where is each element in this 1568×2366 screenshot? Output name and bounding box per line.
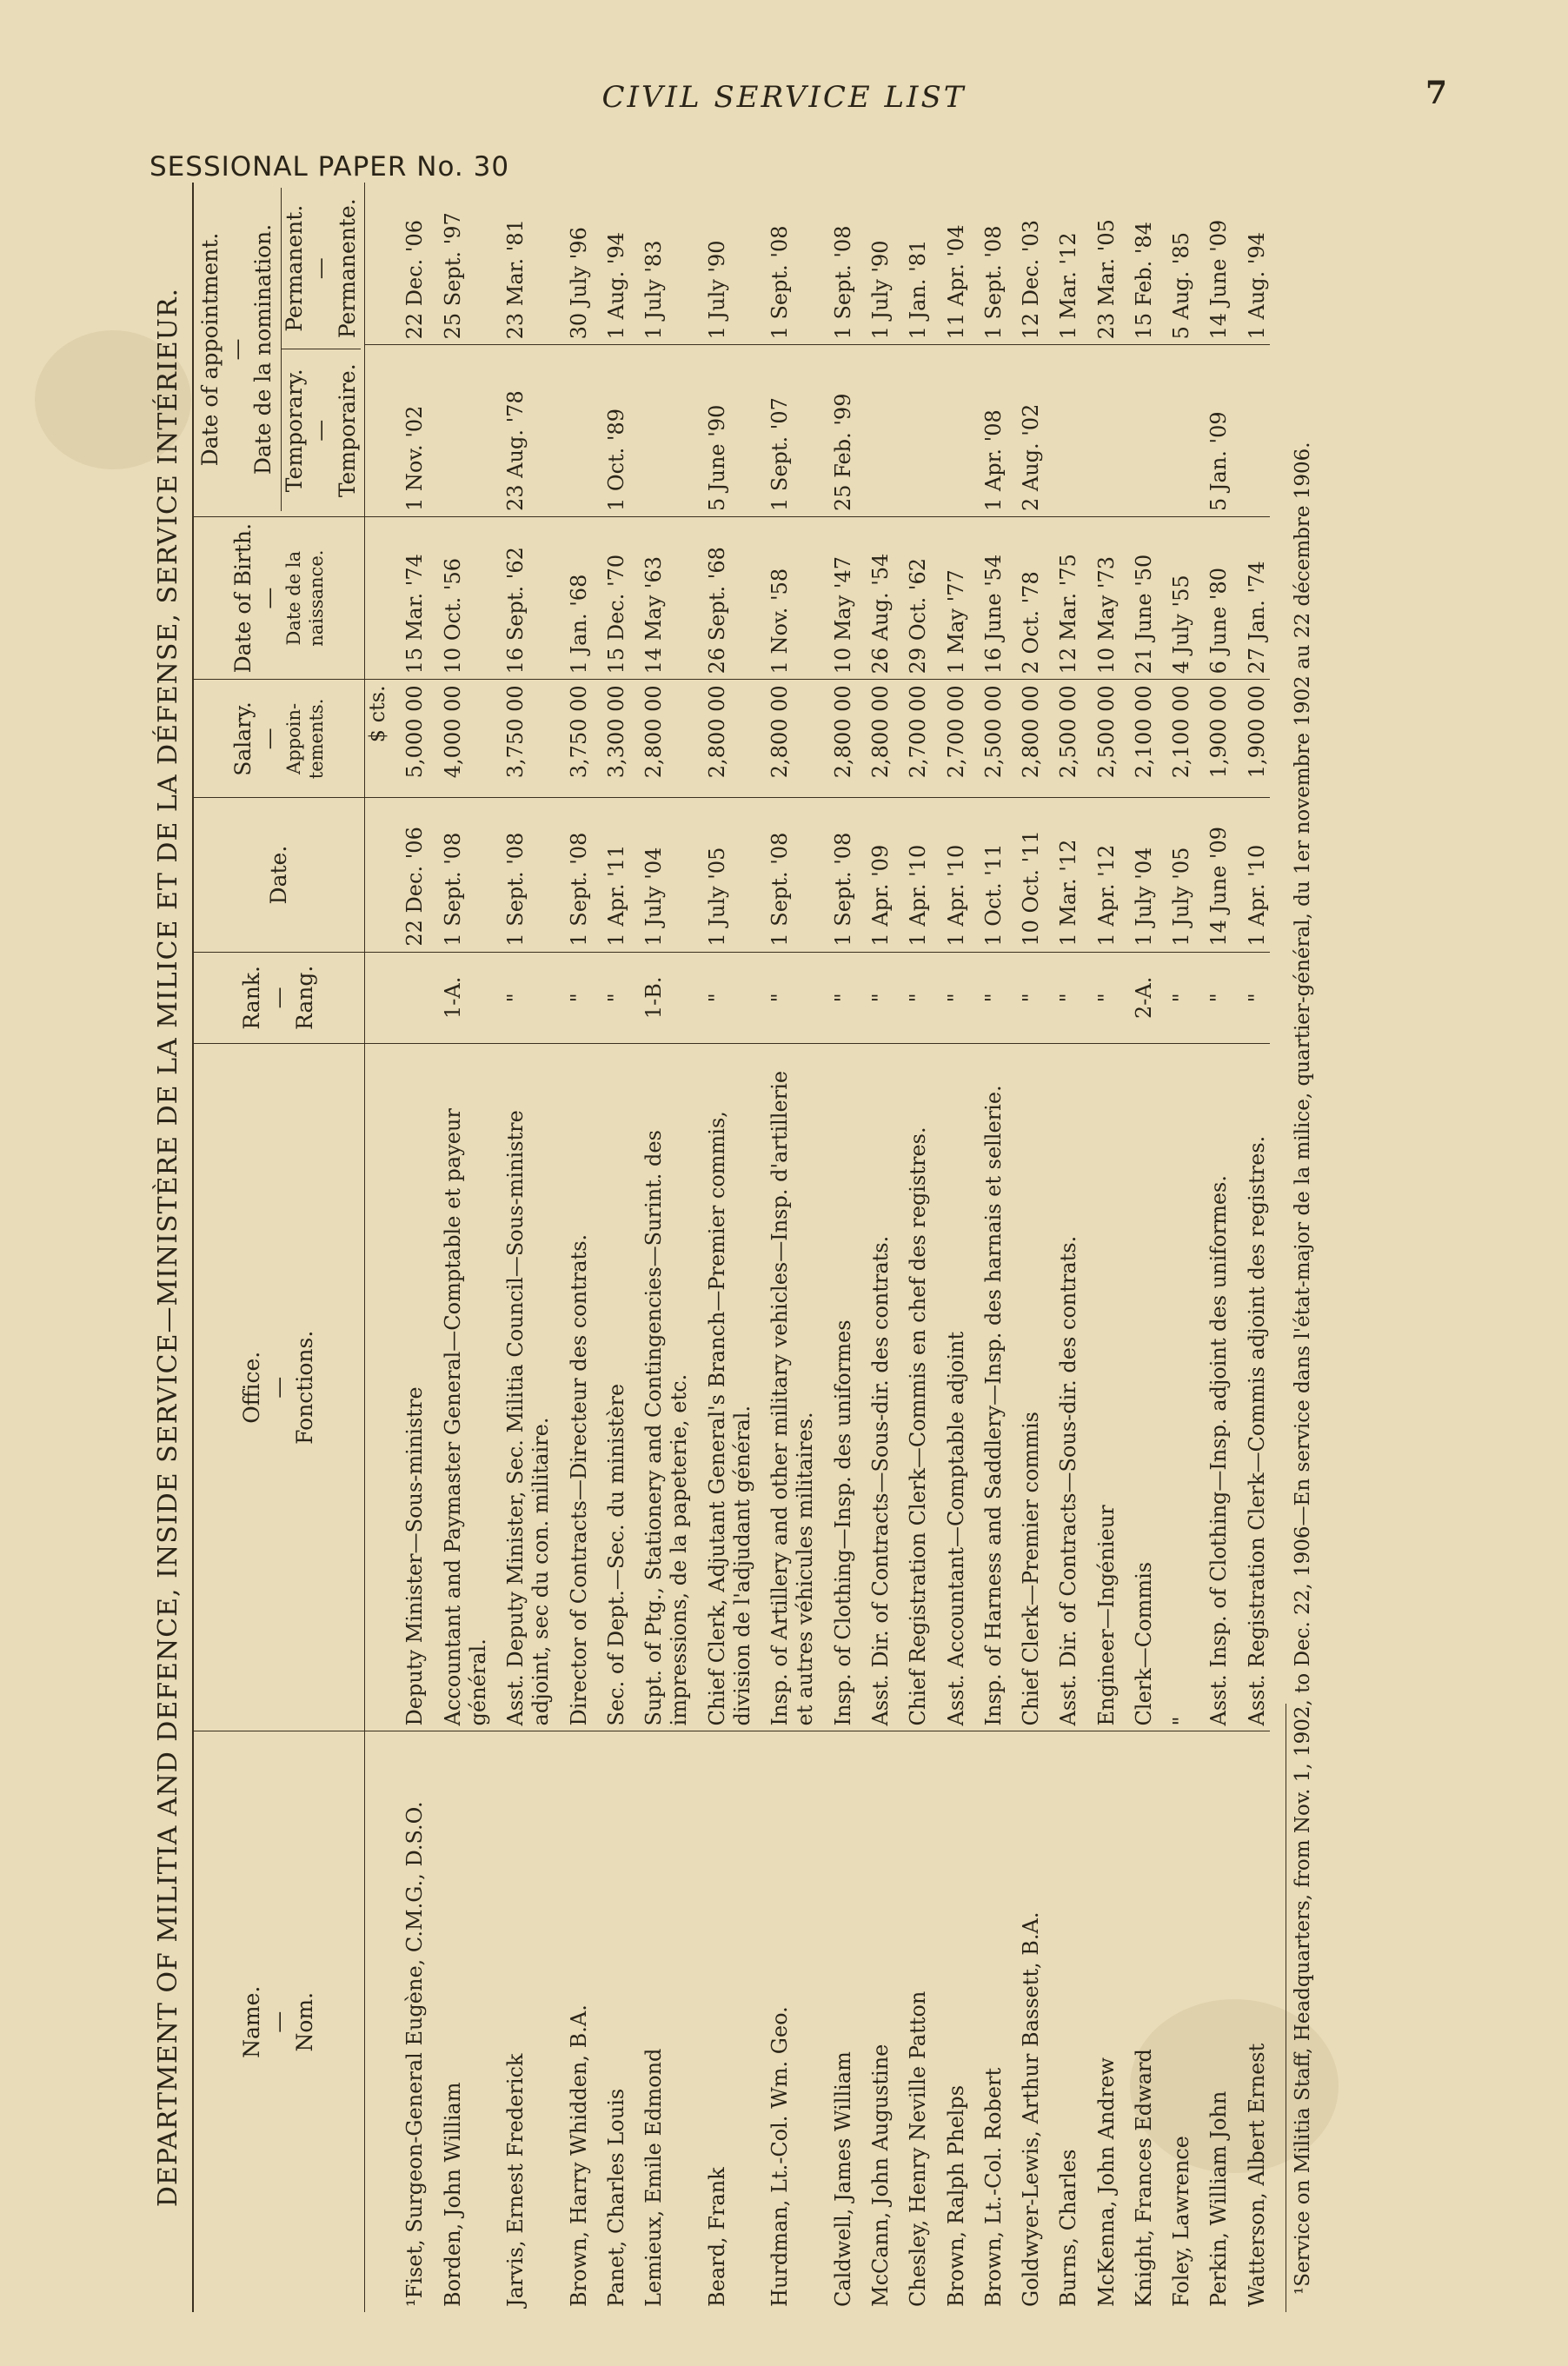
rank-cell: 1-B. — [629, 952, 693, 1043]
temp-cell: 25 Feb. '99 — [819, 345, 856, 517]
temp-cell: 5 June '90 — [693, 345, 756, 517]
perm-cell: 25 Sept. '97 — [429, 183, 492, 345]
office-cell: Asst. Deputy Minister, Sec. Militia Council—Sous-ministre adjoint, sec du con. militaire. — [491, 1044, 555, 1731]
appointment-header-en: Date of appointment. — [197, 232, 223, 467]
department-title: DEPARTMENT OF MILITIA AND DEFENCE, INSIDE SERVICE—MINISTÈRE DE LA MILICE ET DE LA DÉFENSE, SERVICE INTÉRIEUR. — [149, 183, 194, 2312]
date-cell: 1 Apr. '10 — [1232, 798, 1270, 952]
birth-cell: 10 Oct. '56 — [429, 517, 492, 680]
name-header-en: Name. — [239, 1985, 265, 2058]
date-cell: 1 Apr. '09 — [856, 798, 894, 952]
rank-cell: " — [969, 952, 1007, 1043]
name-cell: Watterson, Albert Ernest — [1244, 2043, 1269, 2307]
temporary-header — [282, 349, 362, 512]
perm-cell: 14 June '09 — [1194, 183, 1232, 345]
salary-cell: 2,700 00 — [894, 680, 931, 798]
perm-cell: 1 Jan. '81 — [894, 183, 931, 345]
name-cell: McCann, John Augustine — [867, 2044, 893, 2307]
table-row — [1157, 183, 1194, 2312]
salary-cell: 4,000 00 — [429, 680, 492, 798]
rank-cell: " — [1007, 952, 1044, 1043]
perm-cell: 1 July '83 — [629, 183, 693, 345]
name-cell: Goldwyer-Lewis, Arthur Bassett, B.A. — [1019, 1911, 1044, 2307]
birth-header-en: Date of Birth. — [229, 522, 256, 674]
name-header — [194, 1731, 365, 2312]
civil-service-table — [194, 183, 1270, 2312]
perm-cell: 1 Sept. '08 — [969, 183, 1007, 345]
salary-cell: 1,900 00 — [1194, 680, 1232, 798]
birth-cell: 15 Mar. '74 — [390, 517, 428, 680]
rank-cell: " — [555, 952, 592, 1043]
table-row — [755, 183, 819, 2312]
temp-cell — [429, 345, 492, 517]
table-row — [629, 183, 693, 2312]
name-cell: Panet, Charles Louis — [603, 2088, 628, 2307]
temp-cell: 5 Jan. '09 — [1194, 345, 1232, 517]
date-cell: 1 Oct. '11 — [969, 798, 1007, 952]
salary-header — [194, 680, 365, 798]
temp-cell — [1082, 345, 1120, 517]
page-number: 7 — [1425, 75, 1448, 111]
birth-cell: 29 Oct. '62 — [894, 517, 931, 680]
name-cell: Burns, Charles — [1056, 2149, 1081, 2307]
table-row — [856, 183, 894, 2312]
rank-cell: " — [755, 952, 819, 1043]
rotated-table-region — [149, 183, 1384, 2312]
table-row — [592, 183, 629, 2312]
birth-cell: 21 June '50 — [1120, 517, 1157, 680]
birth-cell: 27 Jan. '74 — [1232, 517, 1270, 680]
temp-cell — [1232, 345, 1270, 517]
perm-cell: 1 Aug. '94 — [592, 183, 629, 345]
name-cell: Brown, Lt.-Col. Robert — [980, 2067, 1006, 2307]
office-cell: Director of Contracts—Directeur des contrats. — [555, 1044, 592, 1731]
temp-cell — [1044, 345, 1081, 517]
name-cell: ¹Fiset, Surgeon-General Eugène, C.M.G., D.S.O. — [402, 1801, 428, 2307]
birth-cell: 16 Sept. '62 — [491, 517, 555, 680]
date-cell: 1 Apr. '12 — [1082, 798, 1120, 952]
appointment-header-fr: Date de la nomination. — [250, 223, 276, 475]
running-title: CIVIL SERVICE LIST — [601, 80, 967, 115]
date-cell: 22 Dec. '06 — [390, 798, 428, 952]
permanent-header-en: Permanent. — [281, 204, 307, 332]
salary-cell: 2,800 00 — [629, 680, 693, 798]
perm-cell: 23 Mar. '81 — [491, 183, 555, 345]
table-row — [429, 183, 492, 2312]
rank-cell: 1-A. — [429, 952, 492, 1043]
currency-row — [365, 183, 391, 2312]
table-row — [894, 183, 931, 2312]
perm-cell: 1 Sept. '08 — [755, 183, 819, 345]
table-row — [1082, 183, 1120, 2312]
birth-cell: 15 Dec. '70 — [592, 517, 629, 680]
salary-cell: 3,750 00 — [555, 680, 592, 798]
name-cell: Perkin, William John — [1206, 2090, 1232, 2307]
table-body — [365, 183, 1270, 2312]
table-row — [1232, 183, 1270, 2312]
temp-cell: 1 Apr. '08 — [969, 345, 1007, 517]
temporary-header-en: Temporary. — [281, 369, 307, 493]
salary-cell: 2,800 00 — [755, 680, 819, 798]
salary-cell: 2,800 00 — [693, 680, 756, 798]
rank-header — [194, 952, 365, 1043]
table-row — [819, 183, 856, 2312]
office-cell: Sec. of Dept.—Sec. du ministère — [592, 1044, 629, 1731]
date-cell: 1 Sept. '08 — [819, 798, 856, 952]
dash: — — [265, 1376, 291, 1399]
rank-header-en: Rank. — [239, 966, 265, 1030]
office-cell: Insp. of Artillery and other military vehicles—Insp. d'artillerie et autres véhicules militaires. — [755, 1044, 819, 1731]
dash: — — [308, 257, 333, 280]
name-cell: Brown, Harry Whidden, B.A. — [566, 2004, 591, 2307]
temp-cell: 1 Sept. '07 — [755, 345, 819, 517]
salary-cell: 3,750 00 — [491, 680, 555, 798]
dash: — — [265, 2010, 291, 2033]
appointment-header — [194, 183, 365, 517]
table-row — [555, 183, 592, 2312]
salary-cell: 2,800 00 — [819, 680, 856, 798]
temp-cell — [1120, 345, 1157, 517]
salary-header-fr: Appoin-tements. — [282, 698, 327, 780]
salary-cell: 2,800 00 — [1007, 680, 1044, 798]
rank-cell: " — [819, 952, 856, 1043]
permanent-header — [282, 188, 362, 349]
birth-cell: 26 Aug. '54 — [856, 517, 894, 680]
dash: — — [265, 987, 291, 1009]
birth-cell: 10 May '47 — [819, 517, 856, 680]
office-cell: Supt. of Ptg., Stationery and Contingencies—Surint. des impressions, de la papeterie, etc. — [629, 1044, 693, 1731]
date-cell: 1 Mar. '12 — [1044, 798, 1081, 952]
name-cell: Jarvis, Ernest Frederick — [503, 2053, 528, 2307]
birth-cell: 26 Sept. '68 — [693, 517, 756, 680]
table-row — [1044, 183, 1081, 2312]
salary-cell: 2,500 00 — [969, 680, 1007, 798]
rank-cell: " — [1194, 952, 1232, 1043]
temp-cell: 1 Oct. '89 — [592, 345, 629, 517]
office-cell: Engineer—Ingénieur — [1082, 1044, 1120, 1731]
office-header-en: Office. — [239, 1351, 265, 1424]
table-row — [1194, 183, 1232, 2312]
birth-cell: 12 Mar. '75 — [1044, 517, 1081, 680]
dash: — — [256, 728, 282, 750]
office-cell: " — [1157, 1044, 1194, 1731]
office-cell: Chief Registration Clerk—Commis en chef des registres. — [894, 1044, 931, 1731]
name-cell: Brown, Ralph Phelps — [943, 2084, 968, 2307]
table-row — [491, 183, 555, 2312]
rank-cell: " — [932, 952, 969, 1043]
sessional-paper-label: SESSIONAL PAPER No. 30 — [149, 151, 510, 183]
date-header: Date. — [194, 798, 365, 952]
temp-cell — [1157, 345, 1194, 517]
table-row — [1007, 183, 1044, 2312]
date-cell: 1 Sept. '08 — [555, 798, 592, 952]
temp-cell: 23 Aug. '78 — [491, 345, 555, 517]
footnote-rule — [1286, 1704, 1292, 2312]
name-cell: McKenna, John Andrew — [1093, 2057, 1119, 2307]
name-header-fr: Nom. — [292, 1991, 318, 2052]
rank-cell: " — [856, 952, 894, 1043]
name-cell: Hurdman, Lt.-Col. Wm. Geo. — [767, 2006, 793, 2307]
date-cell: 1 Apr. '11 — [592, 798, 629, 952]
date-cell: 1 July '04 — [629, 798, 693, 952]
temp-cell — [629, 345, 693, 517]
birth-cell: 1 May '77 — [932, 517, 969, 680]
table-header-row — [194, 183, 365, 2312]
rank-cell: " — [894, 952, 931, 1043]
temp-cell — [555, 345, 592, 517]
table-row — [932, 183, 969, 2312]
name-cell: Knight, Frances Edward — [1131, 2049, 1156, 2307]
birth-cell: 2 Oct. '78 — [1007, 517, 1044, 680]
office-cell: Insp. of Harness and Saddlery—Insp. des harnais et sellerie. — [969, 1044, 1007, 1731]
perm-cell: 11 Apr. '04 — [932, 183, 969, 345]
dash: — — [308, 419, 333, 442]
name-cell: Foley, Lawrence — [1169, 2136, 1194, 2307]
office-header — [194, 1044, 365, 1731]
rank-cell: " — [693, 952, 756, 1043]
birth-cell: 1 Nov. '58 — [755, 517, 819, 680]
date-cell: 1 Sept. '08 — [491, 798, 555, 952]
temporary-header-fr: Temporaire. — [334, 363, 360, 498]
salary-cell: 2,100 00 — [1120, 680, 1157, 798]
birth-header-fr: Date de la naissance. — [282, 549, 327, 647]
birth-cell: 6 June '80 — [1194, 517, 1232, 680]
date-cell: 1 Sept. '08 — [755, 798, 819, 952]
rank-cell: " — [1082, 952, 1120, 1043]
office-cell: Deputy Minister—Sous-ministre — [390, 1044, 428, 1731]
office-cell: Accountant and Paymaster General—Comptable et payeur général. — [429, 1044, 492, 1731]
birth-cell: 16 June '54 — [969, 517, 1007, 680]
date-cell: 1 July '05 — [1157, 798, 1194, 952]
perm-cell: 1 July '90 — [856, 183, 894, 345]
table-row — [1120, 183, 1157, 2312]
table-page — [149, 183, 1384, 2312]
name-cell: Caldwell, James William — [830, 2051, 855, 2307]
perm-cell: 15 Feb. '84 — [1120, 183, 1157, 345]
office-cell: Asst. Accountant—Comptable adjoint — [932, 1044, 969, 1731]
perm-cell: 1 Mar. '12 — [1044, 183, 1081, 345]
salary-cell: 1,900 00 — [1232, 680, 1270, 798]
date-cell: 14 June '09 — [1194, 798, 1232, 952]
name-cell: Chesley, Henry Neville Patton — [906, 1990, 931, 2307]
salary-cell: 2,100 00 — [1157, 680, 1194, 798]
temp-cell: 2 Aug. '02 — [1007, 345, 1044, 517]
rank-cell: 2-A. — [1120, 952, 1157, 1043]
dash: — — [256, 587, 282, 609]
birth-header — [194, 517, 365, 680]
office-cell: Asst. Insp. of Clothing—Insp. adjoint des uniformes. — [1194, 1044, 1232, 1731]
office-cell: Insp. of Clothing—Insp. des uniformes — [819, 1044, 856, 1731]
name-cell: Lemieux, Emile Edmond — [641, 2048, 667, 2307]
footnote: ¹Service on Militia Staff, Headquarters, from Nov. 1, 1902, to Dec. 22, 1906—En service dans l'état-major de la milice, quartier-général, du 1er novembre 1902 au 22 décembre 1906. — [1291, 442, 1314, 2295]
temp-cell — [856, 345, 894, 517]
rank-cell: " — [491, 952, 555, 1043]
office-header-fr: Fonctions. — [292, 1330, 318, 1445]
date-cell: 1 Apr. '10 — [932, 798, 969, 952]
salary-cell: 5,000 00 — [390, 680, 428, 798]
temp-cell: 1 Nov. '02 — [390, 345, 428, 517]
perm-cell: 1 July '90 — [693, 183, 756, 345]
permanent-header-fr: Permanente. — [334, 198, 360, 339]
perm-cell: 12 Dec. '03 — [1007, 183, 1044, 345]
salary-header-en: Salary. — [229, 701, 256, 776]
date-cell: 10 Oct. '11 — [1007, 798, 1044, 952]
date-cell: 1 Sept. '08 — [429, 798, 492, 952]
office-cell: Asst. Registration Clerk—Commis adjoint des registres. — [1232, 1044, 1270, 1731]
office-cell: Chief Clerk—Premier commis — [1007, 1044, 1044, 1731]
rank-cell: " — [1044, 952, 1081, 1043]
rank-cell: " — [592, 952, 629, 1043]
table-row — [693, 183, 756, 2312]
date-cell: 1 July '05 — [693, 798, 756, 952]
salary-cell: 2,500 00 — [1044, 680, 1081, 798]
rank-header-fr: Rang. — [292, 965, 318, 1031]
perm-cell: 30 July '96 — [555, 183, 592, 345]
office-cell: Chief Clerk, Adjutant General's Branch—Premier commis, division de l'adjudant général. — [693, 1044, 756, 1731]
birth-cell: 1 Jan. '68 — [555, 517, 592, 680]
dash: — — [223, 338, 249, 361]
salary-cell: 3,300 00 — [592, 680, 629, 798]
table-row — [390, 183, 428, 2312]
birth-cell: 4 July '55 — [1157, 517, 1194, 680]
currency-label: $ cts. — [365, 680, 391, 798]
perm-cell: 1 Aug. '94 — [1232, 183, 1270, 345]
appointment-subheaders — [281, 188, 362, 511]
office-cell: Clerk—Commis — [1120, 1044, 1157, 1731]
office-cell: Asst. Dir. of Contracts—Sous-dir. des contrats. — [1044, 1044, 1081, 1731]
rank-cell: " — [1157, 952, 1194, 1043]
salary-cell: 2,500 00 — [1082, 680, 1120, 798]
rank-cell — [390, 952, 428, 1043]
office-cell: Asst. Dir. of Contracts—Sous-dir. des contrats. — [856, 1044, 894, 1731]
date-cell: 1 Apr. '10 — [894, 798, 931, 952]
temp-cell — [932, 345, 969, 517]
perm-cell: 1 Sept. '08 — [819, 183, 856, 345]
perm-cell: 23 Mar. '05 — [1082, 183, 1120, 345]
salary-cell: 2,800 00 — [856, 680, 894, 798]
birth-cell: 10 May '73 — [1082, 517, 1120, 680]
perm-cell: 5 Aug. '85 — [1157, 183, 1194, 345]
salary-cell: 2,700 00 — [932, 680, 969, 798]
perm-cell: 22 Dec. '06 — [390, 183, 428, 345]
temp-cell — [894, 345, 931, 517]
name-cell: Beard, Frank — [704, 2167, 729, 2307]
table-row — [969, 183, 1007, 2312]
date-cell: 1 July '04 — [1120, 798, 1157, 952]
rank-cell: " — [1232, 952, 1270, 1043]
birth-cell: 14 May '63 — [629, 517, 693, 680]
name-cell: Borden, John William — [440, 2082, 465, 2307]
